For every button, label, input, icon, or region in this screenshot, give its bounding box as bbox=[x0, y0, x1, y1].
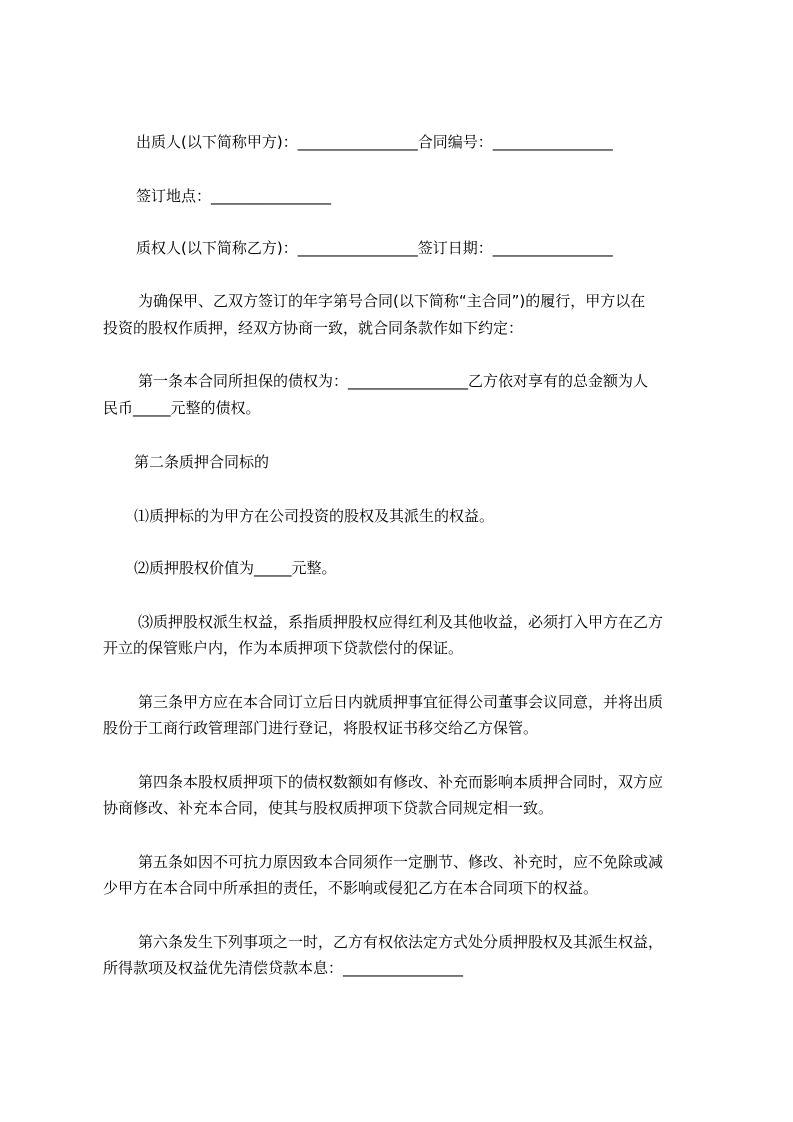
article4-line-2: 协商修改、补充本合同，使其与股权质押项下贷款合同规定相一致。 bbox=[103, 799, 554, 817]
article1-line-1: 第一条本合同所担保的债权为：________________乙方依对享有的总金额为人 bbox=[138, 372, 649, 390]
article2-item-3-line-2: 开立的保管账户内，作为本质押项下贷款偿付的保证。 bbox=[103, 639, 464, 657]
article2-item-3-line-1: ⑶质押股权派生权益，系指质押股权应得红利及其他收益，必须打入甲方在乙方 bbox=[138, 613, 664, 631]
article5-line-1: 第五条如因不可抗力原因致本合同须作一定删节、修改、补充时，应不免除或减 bbox=[138, 853, 664, 871]
article2-item-1: ⑴质押标的为甲方在公司投资的股权及其派生的权益。 bbox=[134, 507, 495, 525]
article2-item-2: ⑵质押股权价值为_____元整。 bbox=[134, 559, 337, 577]
intro-line-2: 投资的股权作质押，经双方协商一致，就合同条款作如下约定： bbox=[103, 319, 524, 337]
article5-line-2: 少甲方在本合同中所承担的责任，不影响或侵犯乙方在本合同项下的权益。 bbox=[103, 879, 599, 897]
article3-line-1: 第三条甲方应在本合同订立后日内就质押事宜征得公司董事会议同意，并将出质 bbox=[138, 693, 664, 711]
article1-line-2: 民币_____元整的债权。 bbox=[103, 399, 261, 417]
pledgor-line: 出质人(以下简称甲方)：________________合同编号：________________ bbox=[136, 133, 613, 151]
article3-line-2: 股份于工商行政管理部门进行登记，将股权证书移交给乙方保管。 bbox=[103, 719, 539, 737]
intro-line-1: 为确保甲、乙双方签订的年字第号合同(以下简称“主合同”)的履行，甲方以在 bbox=[138, 292, 646, 310]
pledgee-line: 质权人(以下简称乙方)：________________签订日期：________________ bbox=[136, 239, 613, 257]
article6-line-1: 第六条发生下列事项之一时，乙方有权依法定方式处分质押股权及其派生权益， bbox=[138, 933, 664, 951]
article6-line-2: 所得款项及权益优先清偿贷款本息：________________ bbox=[103, 959, 464, 977]
article4-line-1: 第四条本股权质押项下的债权数额如有修改、补充而影响本质押合同时，双方应 bbox=[138, 773, 664, 791]
article2-title: 第二条质押合同标的 bbox=[134, 453, 270, 471]
sign-place-line: 签订地点：________________ bbox=[136, 187, 332, 205]
